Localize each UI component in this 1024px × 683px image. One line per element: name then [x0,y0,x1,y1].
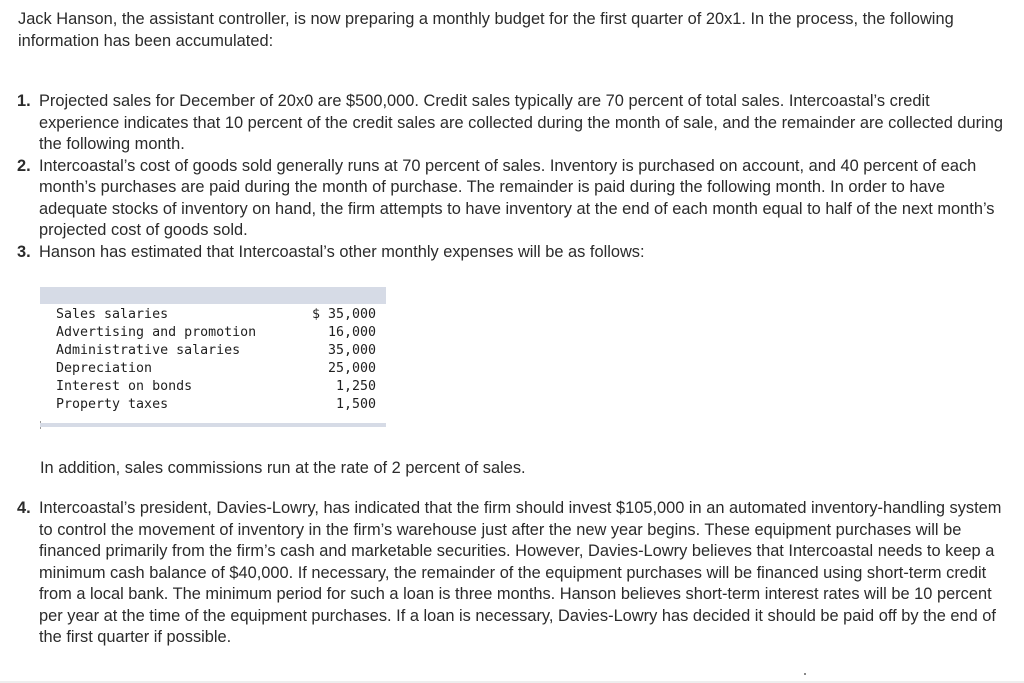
expense-label: Depreciation [56,361,153,376]
list-item [0,91,1024,156]
table-header-bar [40,287,386,304]
item-number: 4. [17,499,31,517]
expense-label: Property taxes [56,397,169,412]
expenses-grid [56,306,376,414]
expense-amount: 35,000 [328,343,377,358]
item-number: 2. [17,156,31,175]
table-row [56,306,376,324]
expense-label: Advertising and promotion [56,325,257,340]
expense-amount: 1,250 [336,379,377,394]
expenses-table [40,287,386,429]
item-text: Projected sales for December of 20x0 are $500,000. Credit sales typically are 70 percent of total sales. Intercoastal’s credit experience indicates that 10 percent of the credit sales are collected during the month of sale, and the remainder are collected during the following month. [39,92,1003,153]
expense-label: Administrative salaries [56,343,241,358]
intro-paragraph: Jack Hanson, the assistant controller, is now preparing a monthly budget for the first quarter of 20x1. In the process, the following information has been accumulated: [18,10,954,50]
table-row [56,324,376,342]
list-item [0,498,1024,649]
expense-amount: 1,500 [336,397,377,412]
item-text: Hanson has estimated that Intercoastal’s other monthly expenses will be as follows: [39,242,645,261]
stray-mark [804,673,806,675]
item-number: 3. [17,242,31,261]
table-row [56,342,376,360]
table-row [56,378,376,396]
addition-paragraph: In addition, sales commissions run at the rate of 2 percent of sales. [40,459,526,477]
expense-amount: 16,000 [328,325,377,340]
list-item [0,156,1024,242]
numbered-list-bottom [0,498,1024,649]
item-text: Intercoastal’s cost of goods sold generally runs at 70 percent of sales. Inventory is purchased on account, and 40 percent of each month’s purchases are paid during the month of purchase. The remainder is paid during the following month. In order to have adequate stocks of inventory on hand, the firm attempts to have inventory at the end of each month equal to half of the next month’s projected cost of goods sold. [39,156,995,239]
expense-label: Interest on bonds [56,379,193,394]
numbered-list-top [0,91,1024,263]
expense-label: Sales salaries [56,307,169,322]
table-row [56,396,376,414]
expense-amount: $ 35,000 [312,307,377,322]
expense-amount: 25,000 [328,361,377,376]
table-row [56,360,376,378]
table-footer-bar [40,423,386,427]
item-text: Intercoastal’s president, Davies-Lowry, has indicated that the firm should invest $105,000 in an automated inventory-handling system to control the movement of inventory in the firm’s warehouse just after the new year begins. These equipment purchases will be financed primarily from the firm’s cash and marketable securities. However, Davies-Lowry believes that Intercoastal needs to keep a minimum cash balance of $40,000. If necessary, the remainder of the equipment purchases will be financed using short-term credit from a local bank. The minimum period for such a loan is three months. Hanson believes short-term interest rates will be 10 percent per year at the time of the equipment purchases. If a loan is necessary, Davies-Lowry has decided it should be paid off by the end of the first quarter if possible. [39,499,1002,646]
item-number: 1. [17,92,31,110]
list-item [0,242,1024,264]
